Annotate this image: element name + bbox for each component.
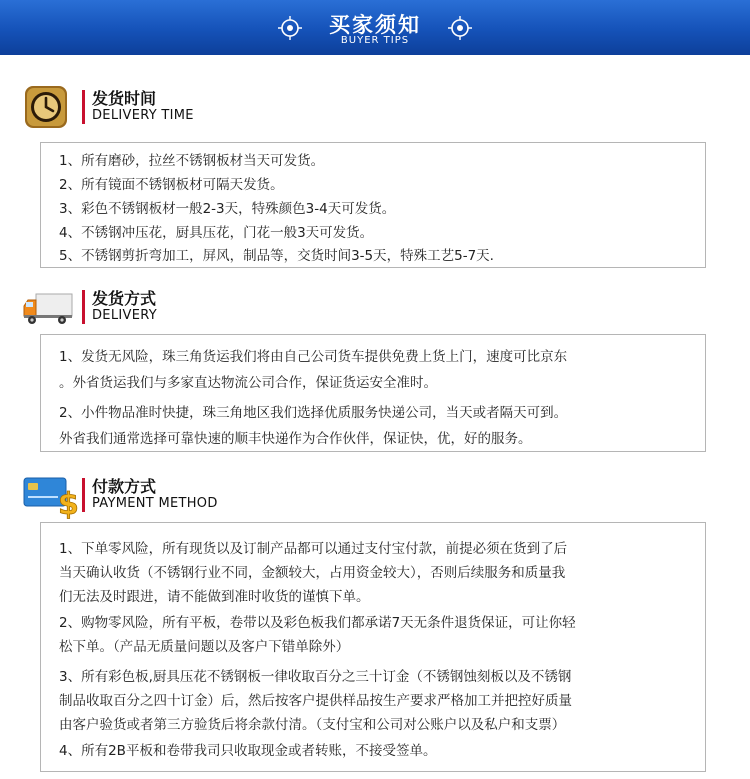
- section-title-en: DELIVERY: [92, 308, 157, 323]
- section-title-en: DELIVERY TIME: [92, 108, 194, 123]
- truck-icon: [22, 284, 74, 330]
- list-item: 当天确认收货（不锈钢行业不同，金额较大，占用资金较大），否则后续服务和质量我: [59, 565, 566, 581]
- section-accent-bar: [82, 478, 85, 512]
- list-item: 5、不锈钢剪折弯加工，屏风，制品等，交货时间3-5天，特殊工艺5-7天.: [59, 248, 494, 264]
- svg-text:$: $: [58, 487, 79, 522]
- payment-box: [40, 522, 706, 772]
- section-accent-bar: [82, 290, 85, 324]
- ornament-right-icon: [448, 16, 472, 40]
- section-title-cn: 发货时间: [92, 89, 157, 108]
- list-item: 由客户验货或者第三方验货后将余款付清。（支付宝和公司对公账户以及私户和支票）: [59, 717, 566, 733]
- list-item: 们无法及时跟进，请不能做到准时收货的谨慎下单。: [59, 589, 370, 605]
- section-accent-bar: [82, 90, 85, 124]
- list-item: 制品收取百分之四十订金）后，然后按客户提供样品按生产要求严格加工并把控好质量: [59, 693, 572, 709]
- delivery-box: [40, 334, 706, 452]
- list-item: 。外省货运我们与多家直达物流公司合作，保证货运安全准时。: [59, 375, 437, 391]
- list-item: 1、下单零风险，所有现货以及订制产品都可以通过支付宝付款，前提必须在货到了后: [59, 541, 568, 557]
- payment-card-icon: [22, 472, 79, 522]
- list-item: 3、彩色不锈钢板材一般2-3天，特殊颜色3-4天可发货。: [59, 201, 396, 217]
- section-title-cn: 付款方式: [92, 477, 157, 496]
- list-item: 4、所有2B平板和卷带我司只收取现金或者转账，不接受签单。: [59, 743, 437, 759]
- section-title-en: PAYMENT METHOD: [92, 496, 218, 511]
- list-item: 2、购物零风险，所有平板，卷带以及彩色板我们都承诺7天无条件退货保证，可让你轻: [59, 615, 576, 631]
- delivery-time-box: [40, 142, 706, 268]
- list-item: 4、不锈钢冲压花，厨具压花，门花一般3天可发货。: [59, 225, 374, 241]
- list-item: 2、所有镜面不锈钢板材可隔天发货。: [59, 177, 284, 193]
- clock-icon: [22, 84, 74, 130]
- list-item: 3、所有彩色板,厨具压花不锈钢板一律收取百分之三十订金（不锈钢蚀刻板以及不锈钢: [59, 669, 572, 685]
- section-title-cn: 发货方式: [92, 289, 157, 308]
- list-item: 2、小件物品准时快捷，珠三角地区我们选择优质服务快递公司，当天或者隔天可到。: [59, 405, 568, 421]
- list-item: 外省我们通常选择可靠快速的顺丰快递作为合作伙伴，保证快，优，好的服务。: [59, 431, 532, 447]
- banner-subtitle: BUYER TIPS: [340, 35, 410, 46]
- buyer-tips-banner: [0, 0, 750, 55]
- banner-title: 买家须知: [329, 13, 421, 37]
- list-item: 1、发货无风险，珠三角货运我们将由自己公司货车提供免费上货上门，速度可比京东: [59, 349, 568, 365]
- list-item: 松下单。（产品无质量问题以及客户下错单除外）: [59, 639, 350, 655]
- list-item: 1、所有磨砂，拉丝不锈钢板材当天可发货。: [59, 153, 325, 169]
